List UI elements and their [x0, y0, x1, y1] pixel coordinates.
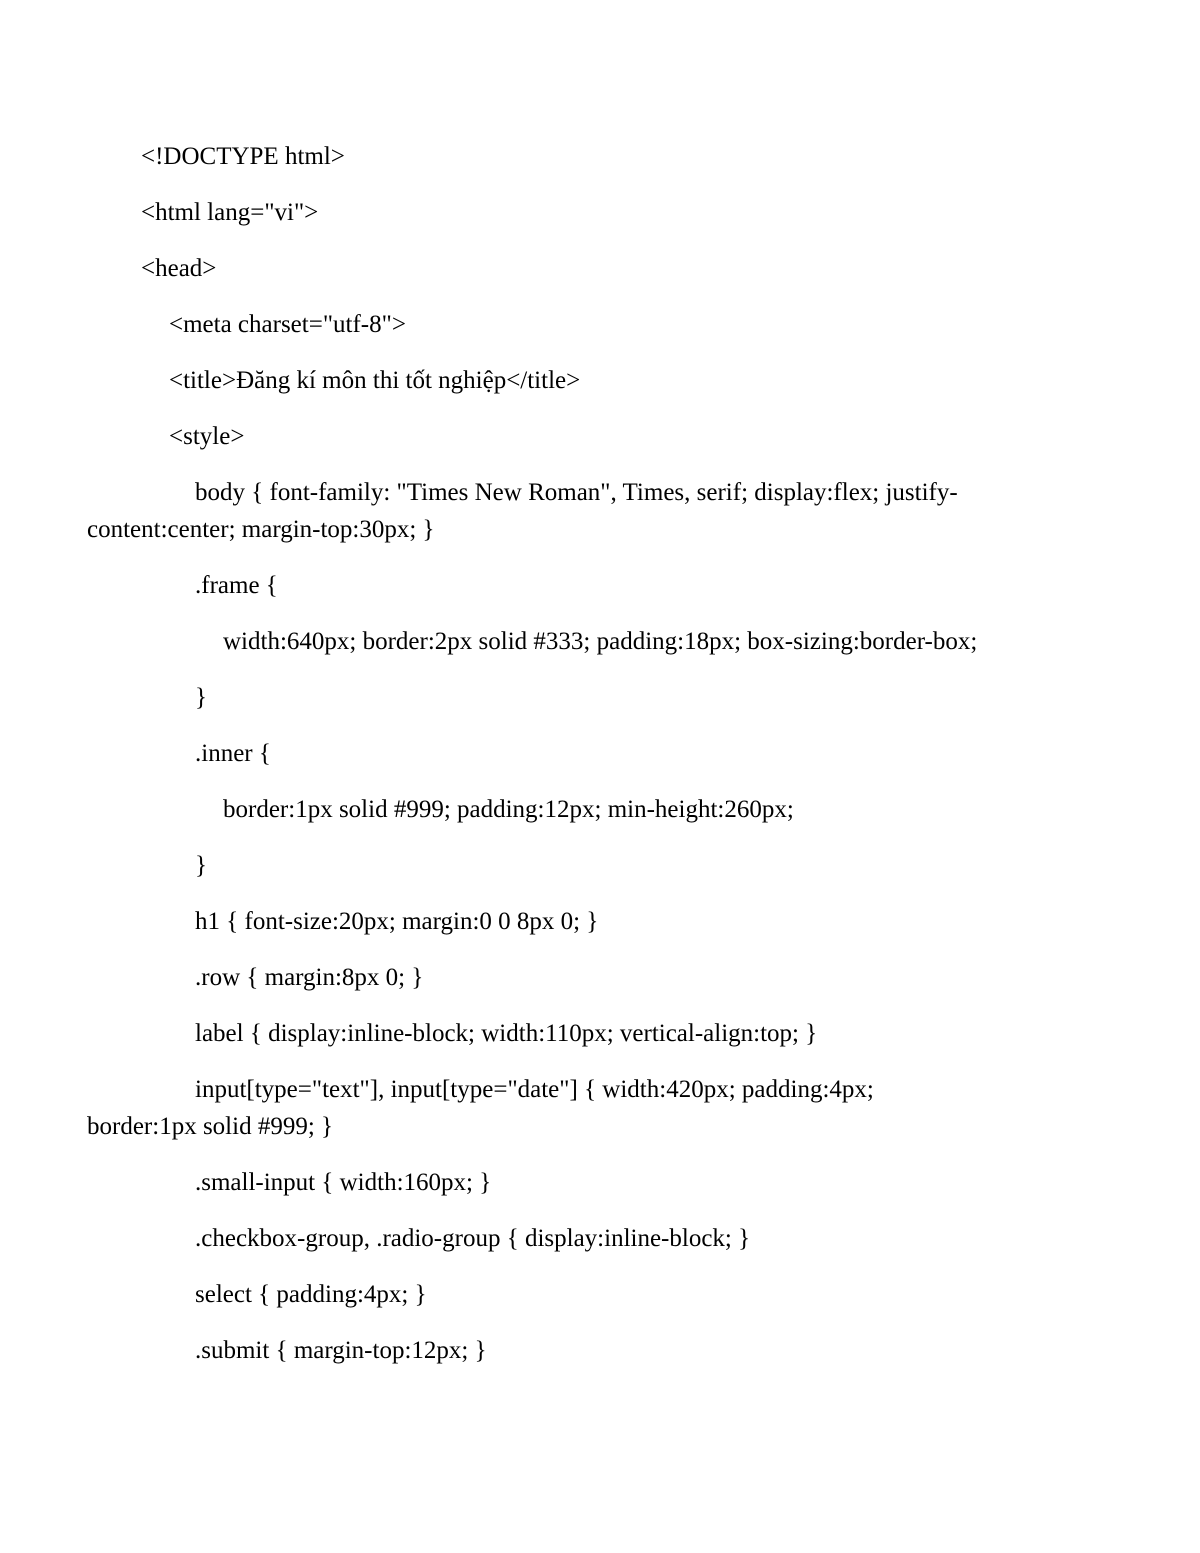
- code-line: <html lang="vi">: [141, 199, 319, 226]
- code-line: <meta charset="utf-8">: [169, 311, 406, 338]
- code-line: .inner {: [195, 740, 271, 767]
- code-line: .frame {: [195, 572, 278, 599]
- code-line: }: [195, 684, 207, 711]
- code-line: .submit { margin-top:12px; }: [195, 1337, 487, 1364]
- code-line: h1 { font-size:20px; margin:0 0 8px 0; }: [195, 908, 599, 935]
- code-line: width:640px; border:2px solid #333; padding:18px; box-sizing:border-box;: [223, 628, 978, 655]
- code-line-part: input[type="text"], input[type="date"] { width:420px; padding:4px;: [195, 1076, 874, 1103]
- code-line-continuation: content:center; margin-top:30px; }: [87, 516, 435, 543]
- code-line: }: [195, 852, 207, 879]
- code-line-wrapped: [87, 474, 1061, 548]
- code-listing: [87, 138, 1061, 1388]
- code-line: border:1px solid #999; padding:12px; min-height:260px;: [223, 796, 794, 823]
- code-line-part: body { font-family: "Times New Roman", Times, serif; display:flex; justify-: [195, 479, 958, 506]
- code-line: .checkbox-group, .radio-group { display:inline-block; }: [195, 1225, 751, 1252]
- code-line: select { padding:4px; }: [195, 1281, 427, 1308]
- code-line-wrapped: [87, 1071, 1061, 1145]
- code-line: <!DOCTYPE html>: [141, 143, 345, 170]
- code-line: <head>: [141, 255, 217, 282]
- code-line: .row { margin:8px 0; }: [195, 964, 424, 991]
- code-line: <title>Đăng kí môn thi tốt nghiệp</title>: [169, 367, 581, 394]
- code-line: .small-input { width:160px; }: [195, 1169, 492, 1196]
- code-line: label { display:inline-block; width:110px; vertical-align:top; }: [195, 1020, 818, 1047]
- code-line-continuation: border:1px solid #999; }: [87, 1113, 334, 1140]
- code-line: <style>: [169, 423, 245, 450]
